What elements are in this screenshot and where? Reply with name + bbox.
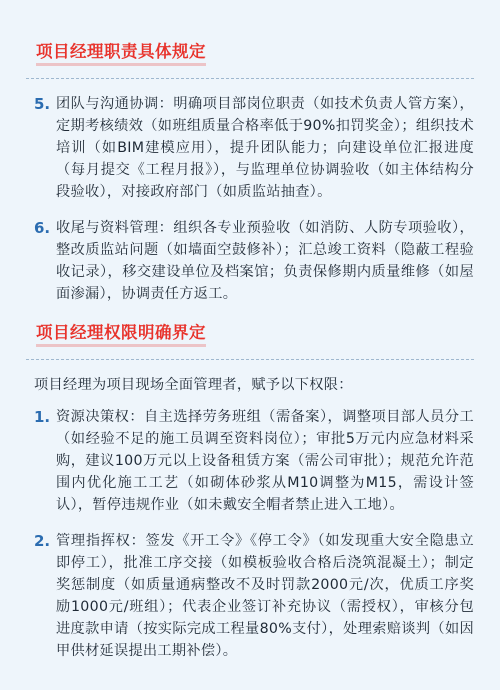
section-duties [26,38,474,305]
item-text: 资源决策权：自主选择劳务班组（需备案），调整项目部人员分工（如经验不足的施工员调至资料岗位）；审批5万元内应急材料采购，建议100万元以上设备租赁方案（需公司审批）；规范允许范围内优化施工工艺（如砌体砂浆从M10调整为M15，需设计签认），暂停违规作业（如未戴安全帽者禁止进入工地）。 [56,409,474,513]
list-item [26,530,474,662]
list-item [26,93,474,203]
item-text: 收尾与资料管理：组织各专业预验收（如消防、人防专项验收），整改质监站问题（如墙面空鼓修补）；汇总竣工资料（隐蔽工程验收记录），移交建设单位及档案馆；负责保修期内质量维修（如屋面渗漏），协调责任方返工。 [56,220,474,302]
section-divider [26,78,474,79]
section-divider [26,359,474,360]
item-number: 2. [34,532,51,550]
item-text: 团队与沟通协调：明确项目部岗位职责（如技术负责人管方案），定期考核绩效（如班组质量合格率低于90%扣罚奖金）；组织技术培训（如BIM建模应用），提升团队能力；向建设单位汇报进度（每月提交《工程月报》），与监理单位协调验收（如主体结构分段验收），对接政府部门（如质监站抽查）。 [56,96,474,200]
list-item [26,217,474,305]
section-title-duties: 项目经理职责具体规定 [36,38,206,66]
list-item [26,406,474,516]
item-number: 6. [34,219,51,237]
item-text: 管理指挥权：签发《开工令》《停工令》（如发现重大安全隐患立即停工），批准工序交接（如模板验收合格后浇筑混凝土）；制定奖惩制度（如质量通病整改不及时罚款2000元/次，优质工序奖励1000元/班组）；代表企业签订补充协议（需授权），审核分包进度款申请（按实际完成工程量80%支付），处理索赔谈判（如因甲供材延误提出工期补偿）。 [56,533,474,659]
section-title-authority: 项目经理权限明确界定 [36,319,206,347]
item-number: 1. [34,408,51,426]
section-authority [26,319,474,662]
intro-text: 项目经理为项目现场全面管理者，赋予以下权限： [34,377,353,393]
item-number: 5. [34,95,51,113]
